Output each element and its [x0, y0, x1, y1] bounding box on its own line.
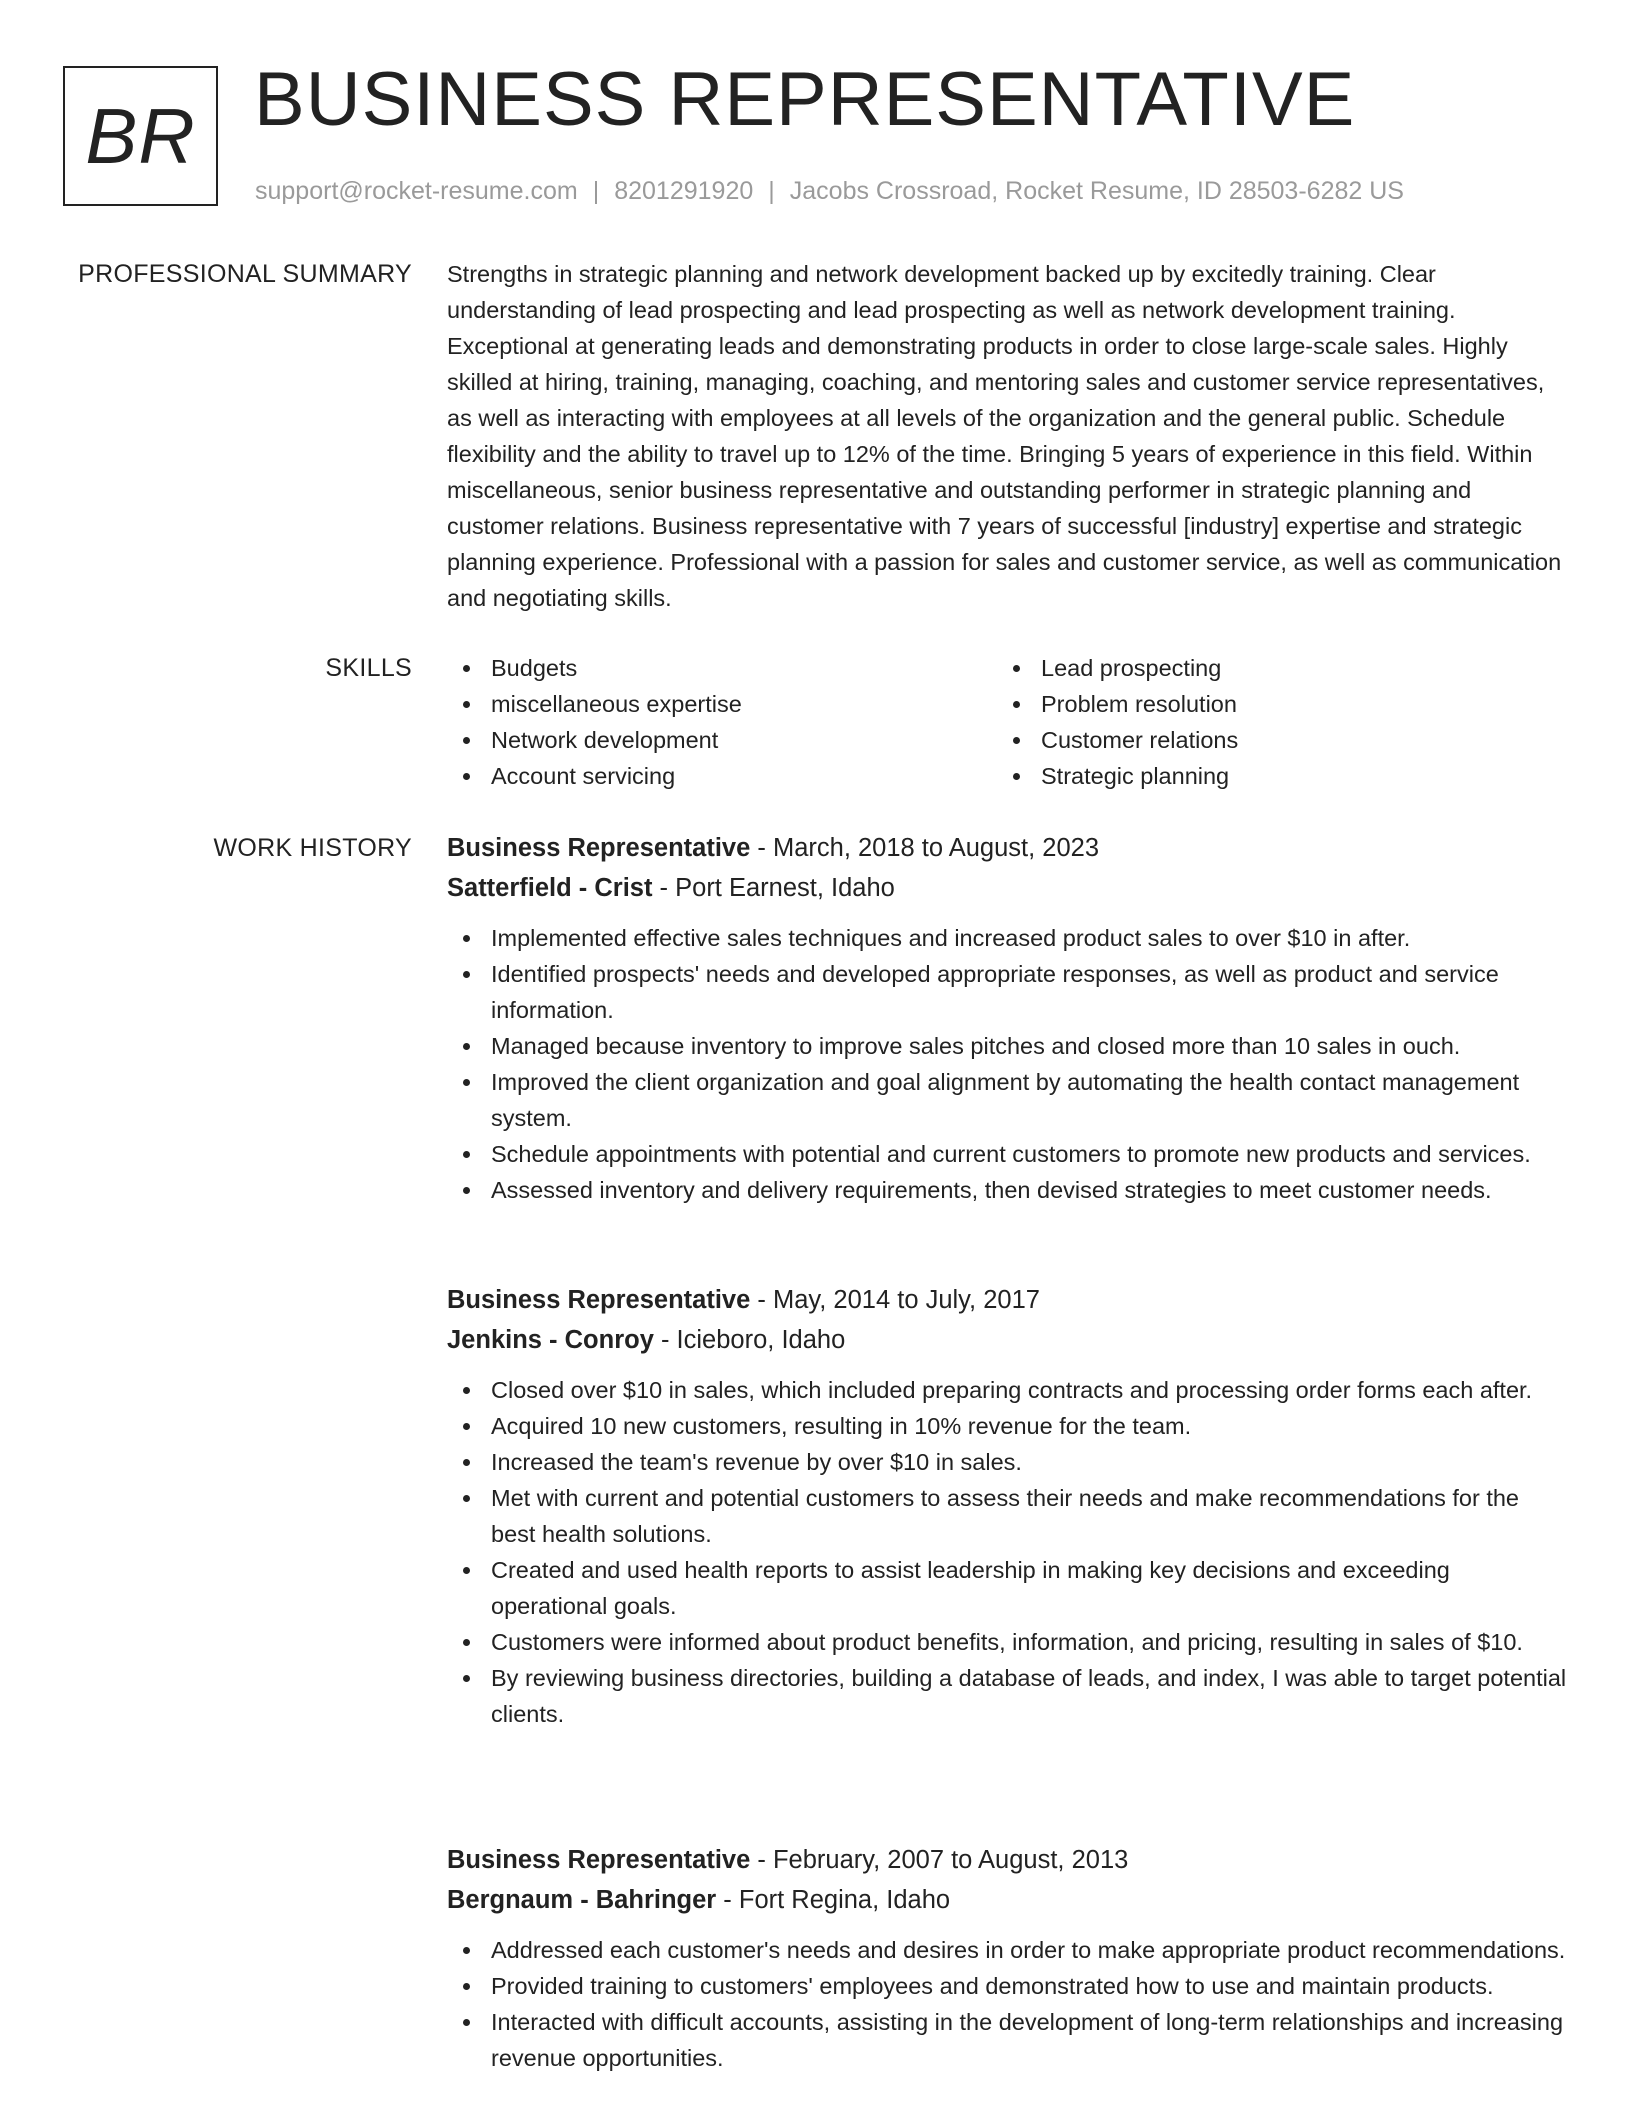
contact-address: Jacobs Crossroad, Rocket Resume, ID 28503-6282 US [789, 177, 1404, 205]
skill-item: Budgets [447, 650, 997, 686]
skill-item: Lead prospecting [997, 650, 1547, 686]
job-bullet: Addressed each customer's needs and desires in order to make appropriate product recommendations. [447, 1932, 1567, 1968]
job-bullet: Acquired 10 new customers, resulting in 10% revenue for the team. [447, 1408, 1567, 1444]
job-company: Jenkins - Conroy [447, 1326, 654, 1354]
job-bullets [447, 920, 1567, 1208]
job-bullet: Interacted with difficult accounts, assisting in the development of long-term relationships and increasing revenue opportunities. [447, 2004, 1567, 2076]
job-bullet: Managed because inventory to improve sales pitches and closed more than 10 sales in ouch. [447, 1028, 1567, 1064]
job-bullet: By reviewing business directories, building a database of leads, and index, I was able to target potential clients. [447, 1660, 1567, 1732]
contact-separator: | [592, 177, 600, 205]
job-bullet: Created and used health reports to assist leadership in making key decisions and exceeding operational goals. [447, 1552, 1567, 1624]
job-company-line [447, 1320, 1567, 1360]
job-title: Business Representative [447, 834, 751, 862]
job-location: - Fort Regina, Idaho [716, 1886, 951, 1914]
job-bullet: Provided training to customers' employees and demonstrated how to use and maintain products. [447, 1968, 1567, 2004]
contact-separator: | [768, 177, 775, 205]
job-bullet: Closed over $10 in sales, which included preparing contracts and processing order forms each after. [447, 1372, 1567, 1408]
job-dates: - May, 2014 to July, 2017 [750, 1286, 1040, 1314]
job-company: Satterfield - Crist [447, 874, 653, 902]
job-dates: - February, 2007 to August, 2013 [750, 1846, 1129, 1874]
job-bullet: Increased the team's revenue by over $10 in sales. [447, 1444, 1567, 1480]
summary-heading: PROFESSIONAL SUMMARY [78, 260, 412, 288]
job-bullet: Improved the client organization and goal alignment by automating the health contact management system. [447, 1064, 1567, 1136]
job-bullet: Met with current and potential customers to assess their needs and make recommendations for the best health solutions. [447, 1480, 1567, 1552]
job-bullets [447, 1372, 1567, 1732]
job-bullet: Assessed inventory and delivery requirements, then devised strategies to meet customer needs. [447, 1172, 1567, 1208]
skill-item: Customer relations [997, 722, 1547, 758]
job-bullet: Customers were informed about product benefits, information, and pricing, resulting in sales of $10. [447, 1624, 1567, 1660]
summary-text: Strengths in strategic planning and network development backed up by excitedly training. Clear understanding of lead prospecting and lead prospecting as well as network development training. Exceptional at generating leads and demonstrating products in order to close large-scale sales. Highly skilled at hiring, training, managing, coaching, and mentoring sales and customer service representatives, as well as interacting with employees at all levels of the organization and the general public. Schedule flexibility and the ability to travel up to 12% of the time. Bringing 5 years of experience in this field. Within miscellaneous, senior business representative and outstanding performer in strategic planning and customer relations. Business representative with 7 years of successful [industry] expertise and strategic planning experience. Professional with a passion for sales and customer service, as well as communication and negotiating skills. [447, 261, 1562, 611]
contact-phone: 8201291920 [614, 177, 754, 205]
job-bullets [447, 1932, 1567, 2076]
job-location: - Icieboro, Idaho [653, 1326, 846, 1354]
skills-list-left [447, 650, 997, 794]
job-title-line [447, 1280, 1567, 1320]
job-entry [447, 828, 1567, 1208]
skill-item: Network development [447, 722, 997, 758]
skills-section [447, 650, 1567, 794]
work-history-heading: WORK HISTORY [213, 834, 412, 862]
job-company-line [447, 868, 1567, 908]
job-bullet: Identified prospects' needs and developed appropriate responses, as well as product and service information. [447, 956, 1567, 1028]
monogram-box [63, 66, 218, 206]
job-title-line [447, 828, 1567, 868]
skill-item: Problem resolution [997, 686, 1547, 722]
summary-section [447, 256, 1567, 616]
skills-heading: SKILLS [325, 654, 412, 682]
job-dates: - March, 2018 to August, 2023 [750, 834, 1100, 862]
skill-item: Strategic planning [997, 758, 1547, 794]
skills-list-right [997, 650, 1547, 794]
job-title-line [447, 1840, 1567, 1880]
job-entry [447, 1840, 1567, 2076]
contact-line [255, 174, 1404, 208]
job-location: - Port Earnest, Idaho [652, 874, 895, 902]
job-company-line [447, 1880, 1567, 1920]
monogram-initials: BR [85, 92, 196, 180]
job-entry [447, 1280, 1567, 1732]
job-title: Business Representative [447, 1846, 751, 1874]
resume-title: BUSINESS REPRESENTATIVE [254, 57, 1356, 142]
skill-item: miscellaneous expertise [447, 686, 997, 722]
job-title: Business Representative [447, 1286, 751, 1314]
skill-item: Account servicing [447, 758, 997, 794]
job-bullet: Implemented effective sales techniques and increased product sales to over $10 in after. [447, 920, 1567, 956]
contact-email: support@rocket-resume.com [255, 177, 578, 205]
job-company: Bergnaum - Bahringer [447, 1886, 717, 1914]
job-bullet: Schedule appointments with potential and current customers to promote new products and services. [447, 1136, 1567, 1172]
